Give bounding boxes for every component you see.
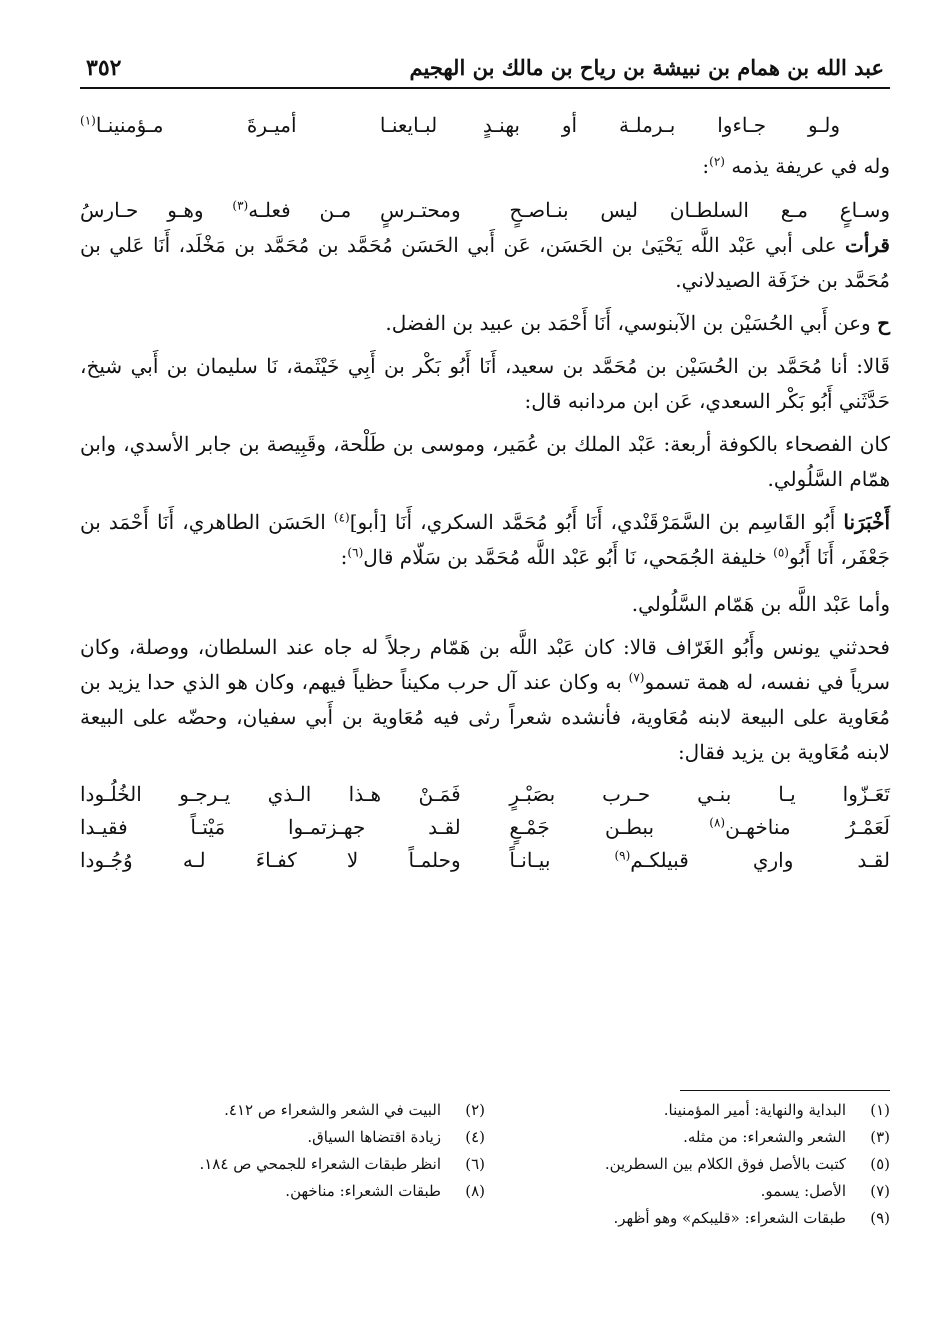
footnote-text: طبقات الشعراء: مناخهن. (285, 1182, 441, 1200)
running-title: عبد الله بن همام بن نبيشة بن رياح بن مالك بن الهجيم (409, 55, 884, 80)
footnote-text: انظر طبقات الشعراء للجمحي ص ١٨٤. (199, 1155, 441, 1173)
footnote-text: الشعر والشعراء: من مثله. (683, 1128, 846, 1146)
page-number: ٣٥٢ (86, 55, 122, 81)
footnote-item (485, 1178, 890, 1205)
footnote-item (80, 1097, 485, 1124)
verse-line (80, 196, 890, 224)
hemistich-right: وسـاعٍ مـع السلطـان ليس بنـاصـحٍ (509, 198, 890, 222)
footnote-item (485, 1124, 890, 1151)
footnote-ref: (٩) (614, 848, 631, 863)
footnotes (80, 1090, 890, 1232)
footnote-ref: (٤) (333, 510, 350, 525)
isnad-paragraph: قَالا: أنا مُحَمَّد بن الحُسَيْن بن مُحَمَّد بن سعيد، أَنَا أَبُو بَكْر بن أَبِي خَيْثَمة، نَا سليمان بن أَبي شيخ، حَدَّثَني أَبُو بَكْر السعدي، عَن ابن مردانبه قال: (80, 354, 890, 413)
footnote-column-right (485, 1097, 890, 1232)
footnote-ref: (١) (80, 113, 96, 128)
isnad-lead: أَخْبَرَنا (843, 510, 891, 534)
hemistich-right: لقـد واري قبيلكـم$^{(٩)}$ بيـانـاً (509, 848, 891, 872)
footnote-ref: (٦) (347, 545, 364, 560)
hemistich-left: وحلمـاً لا كفـاءَ لـه وُجُـودا (80, 848, 461, 872)
footnote-text: زيادة اقتضاها السياق. (307, 1128, 441, 1146)
footnote-number: (٦) (465, 1155, 485, 1173)
hemistich-left: لقـد جهـزتمـوا مَيْتـاً فقيـدا (80, 815, 461, 839)
footnote-item (80, 1178, 485, 1205)
isnad-paragraph: قرأت على أبي عَبْد اللَّه يَحْيَىٰ بن الحَسَن، عَن أَبي الحَسَن مُحَمَّد بن مُحَمَّد بن مَخْلَد، أَنَا عَلي بن مُحَمَّد بن خزَفَة الصيدلاني. (80, 233, 890, 292)
footnote-text: البداية والنهاية: أمير المؤمنينا. (663, 1101, 846, 1119)
footnote-ref: (٧) (628, 670, 645, 685)
footnote-ref: (٢) (709, 154, 725, 169)
isnad-lead: ح (877, 311, 890, 335)
footnote-item (80, 1124, 485, 1151)
section-heading: وأما عَبْد اللَّه بن هَمّام السَّلُولي. (631, 592, 890, 616)
footnote-ref: (٨) (709, 815, 726, 830)
footnote-text: البيت في الشعر والشعراء ص ٤١٢. (224, 1101, 441, 1119)
footnote-text: طبقات الشعراء: «قليبكم» وهو أظهر. (613, 1209, 846, 1227)
hemistich-right: لَعَمْـرُ مناخهـن$^{(٨)}$ ببطـن جَمْـعٍ (509, 815, 890, 839)
footnote-item (80, 1151, 485, 1178)
footnote-divider (680, 1090, 890, 1091)
poem-line (80, 811, 890, 844)
verse-line (80, 111, 890, 139)
hemistich-left: لبـايعنـا أميـرةَ مـؤمنينـا$^{(١)}$ (80, 113, 438, 137)
verse-intro: وله في عريفة يذمه $^{(٢)}$: (702, 154, 890, 178)
footnote-number: (٣) (870, 1128, 890, 1146)
footnote-item (485, 1205, 890, 1232)
text-paragraph: فحدثني يونس وأَبُو الغَرّاف قالا: كان عَبْد اللَّه بن هَمّام رجلاً له جاه عند السلطان، ووصلة، وكان سرياً في نفسه، له همة تسمو$^{(٧)}$ به وكان عند آل حرب مكيناً حظياً فيهم، وكان هو الذي حدا يزيد بن مُعَاوية على البيعة لابنه مُعَاوية، فأنشده شعراً رثى فيه مُعَاوية بن أَبي سفيان، وحضّه على البيعة لابنه مُعَاوية بن يزيد فقال: (80, 635, 890, 764)
text-paragraph: كان الفصحاء بالكوفة أربعة: عَبْد الملك بن عُمَير، وموسى بن طَلْحة، وقَبِيصة بن جابر الأسدي، وابن همّام السَّلُولي. (80, 432, 890, 491)
footnote-number: (٩) (870, 1209, 890, 1227)
footnote-column-left (80, 1097, 485, 1232)
hemistich-left: فَمَـنْ هـذا الـذي يـرجـو الخُلُـودا (80, 782, 461, 806)
footnote-item (485, 1151, 890, 1178)
poem-line (80, 778, 890, 811)
footnote-number: (٨) (465, 1182, 485, 1200)
footnote-text: الأصل: يسمو. (760, 1182, 846, 1200)
poem-line (80, 844, 890, 877)
footnote-text: كتبت بالأصل فوق الكلام بين السطرين. (604, 1155, 846, 1173)
footnote-number: (٧) (870, 1182, 890, 1200)
footnote-number: (٤) (465, 1128, 485, 1146)
isnad-paragraph: أَخْبَرَنا أَبُو القَاسِم بن السَّمَرْقَنْدي، أَنَا أَبُو مُحَمَّد السكري، أَنَا [أبو]$^{(٤)}$ الحَسَن الطاهري، أَنَا أَحْمَد بن جَعْفَر، أَنَا أَبُو$^{(٥)}$ خليفة الجُمَحي، نَا أَبُو عَبْد اللَّه مُحَمَّد بن سَلّام قال$^{(٦)}$: (80, 510, 891, 569)
footnote-ref: (٣) (232, 198, 249, 213)
running-header (80, 55, 890, 89)
footnote-ref: (٥) (773, 545, 789, 560)
isnad-paragraph: ح وعن أَبي الحُسَيْن بن الآبنوسي، أَنَا أَحْمَد بن عبيد بن الفضل. (385, 311, 890, 335)
poem (80, 778, 890, 877)
isnad-lead: قرأت (845, 233, 890, 257)
footnote-item (485, 1097, 890, 1124)
hemistich-right: تَعَـزّوا يـا بنـي حـرب بصَبْـرٍ (509, 782, 890, 806)
hemistich-left: ومحتـرسٍ مـن فعلـه$^{(٣)}$ وهـو حـارسُ (80, 198, 461, 222)
hemistich-right: ولـو جـاءوا بـرملـة أو بهنـدٍ (482, 113, 840, 137)
footnote-number: (٢) (465, 1101, 485, 1119)
footnote-number: (١) (870, 1101, 890, 1119)
book-page (80, 55, 890, 1295)
footnote-number: (٥) (870, 1155, 890, 1173)
